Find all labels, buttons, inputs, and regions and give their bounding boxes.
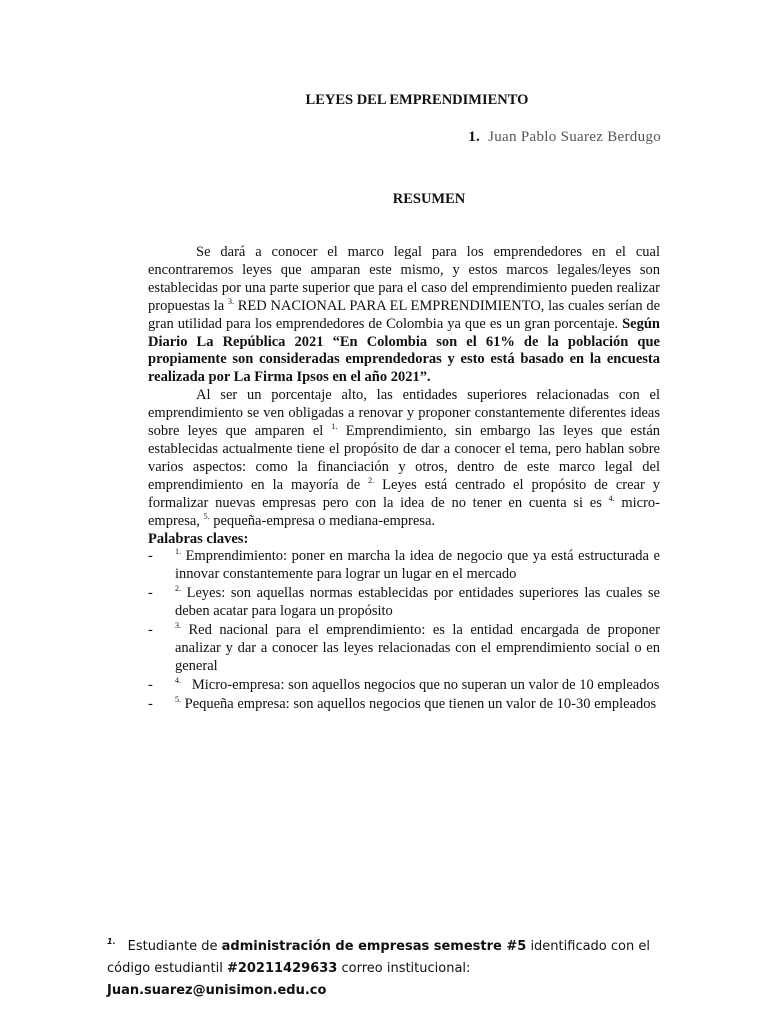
text-run: Al ser un porcentaje alto, las entidades superiores relacionadas con el emprendimiento se ven obligadas a renovar y proponer constantemente diferentes ideas sobre leyes que amparen el — [148, 387, 660, 440]
program-name: administración de empresas semestre #5 — [221, 939, 527, 954]
list-item — [148, 696, 660, 714]
footnote-ref: 4. — [608, 493, 615, 503]
institutional-email: Juan.suarez@unisimon.edu.co — [107, 983, 327, 998]
abstract-paragraph-1 — [148, 244, 660, 387]
keyword-text: Emprendimiento: poner en marcha la idea de negocio que ya está estructurada e innovar constantemente para lograr un lugar en el mercado — [175, 548, 660, 583]
author-line — [468, 129, 661, 146]
keyword-text: Pequeña empresa: son aquellos negocios que tienen un valor de 10-30 empleados — [181, 695, 657, 712]
document-title: LEYES DEL EMPRENDIMIENTO — [305, 92, 529, 108]
author-number: 1. — [468, 129, 481, 145]
footnote-marker: 1. — [107, 937, 116, 946]
list-item — [148, 622, 660, 676]
text-run: RED NACIONAL PARA EL EMPRENDIMIENTO, las cuales serían de gran utilidad para los emprendedores de Colombia ya que es un gran porcentaje. — [148, 297, 661, 332]
text-run: correo institucional: — [337, 961, 471, 976]
bullet-dash: - — [148, 676, 153, 693]
list-item — [148, 585, 660, 621]
footnote-ref: 1. — [331, 422, 338, 432]
footnote-ref: 2. — [175, 584, 181, 594]
bullet-dash: - — [148, 622, 153, 639]
footnote-ref: 3. — [227, 296, 234, 306]
text-run: identificado con el código estudiantil — [107, 939, 650, 976]
abstract-body — [148, 244, 660, 714]
keywords-list — [148, 548, 660, 713]
text-run: Emprendimiento, sin embargo las leyes que están establecidas actualmente tiene el propósito de dar a conocer el tema, pero hablan sobre varios aspectos: como la financiación y otros, dentro de este marco legal del emprendimiento en la mayoría de — [148, 423, 661, 493]
abstract-heading: RESUMEN — [392, 191, 466, 207]
list-item — [148, 677, 660, 695]
footnote-ref: 4. — [175, 675, 181, 685]
student-code: #20211429633 — [226, 961, 338, 976]
bullet-dash: - — [148, 695, 153, 712]
text-run: pequeña-empresa o mediana-empresa. — [209, 512, 436, 529]
keyword-text: Red nacional para el emprendimiento: es la entidad encargada de proponer analizar y dar a conocer las leyes relacionadas con el emprendimiento social o en general — [175, 622, 660, 674]
text-run: micro-empresa, — [148, 494, 660, 529]
footnote-ref: 1. — [175, 547, 181, 557]
bullet-dash: - — [148, 548, 153, 565]
footnote-ref: 5. — [203, 511, 210, 521]
abstract-paragraph-2 — [148, 387, 660, 530]
text-run: Se dará a conocer el marco legal para los emprendedores en el cual encontraremos leyes que amparan este mismo, y estos marcos legales/leyes son establecidas por una parte superior que para el caso del emprendimiento pueden realizar propuestas la — [148, 244, 660, 314]
footnote-ref: 2. — [368, 475, 375, 485]
bullet-dash: - — [148, 585, 153, 602]
list-item — [148, 548, 660, 584]
text-run: Leyes está centrado el propósito de crear y formalizar nuevas empresas pero con la idea de no tener en cuenta si es — [148, 476, 660, 511]
keyword-text: Micro-empresa: son aquellos negocios que no superan un valor de 10 empleados — [181, 676, 660, 693]
footnote — [107, 936, 667, 1002]
keyword-text: Leyes: son aquellas normas establecidas por entidades superiores las cuales se deben acatar para logara un propósito — [175, 585, 660, 620]
footnote-ref: 5. — [175, 694, 181, 704]
keywords-heading: Palabras claves: — [148, 530, 249, 547]
footnote-ref: 3. — [175, 621, 181, 631]
text-run: Estudiante de — [127, 939, 222, 954]
bold-quote: Según Diario La República 2021 “En Colombia son el 61% de la población que propiamente son consideradas emprendedoras y esto está basado en la encuesta realizada por La Firma Ipsos en el año 2021”. — [148, 315, 660, 386]
author-name: Juan Pablo Suarez Berdugo — [488, 129, 661, 145]
